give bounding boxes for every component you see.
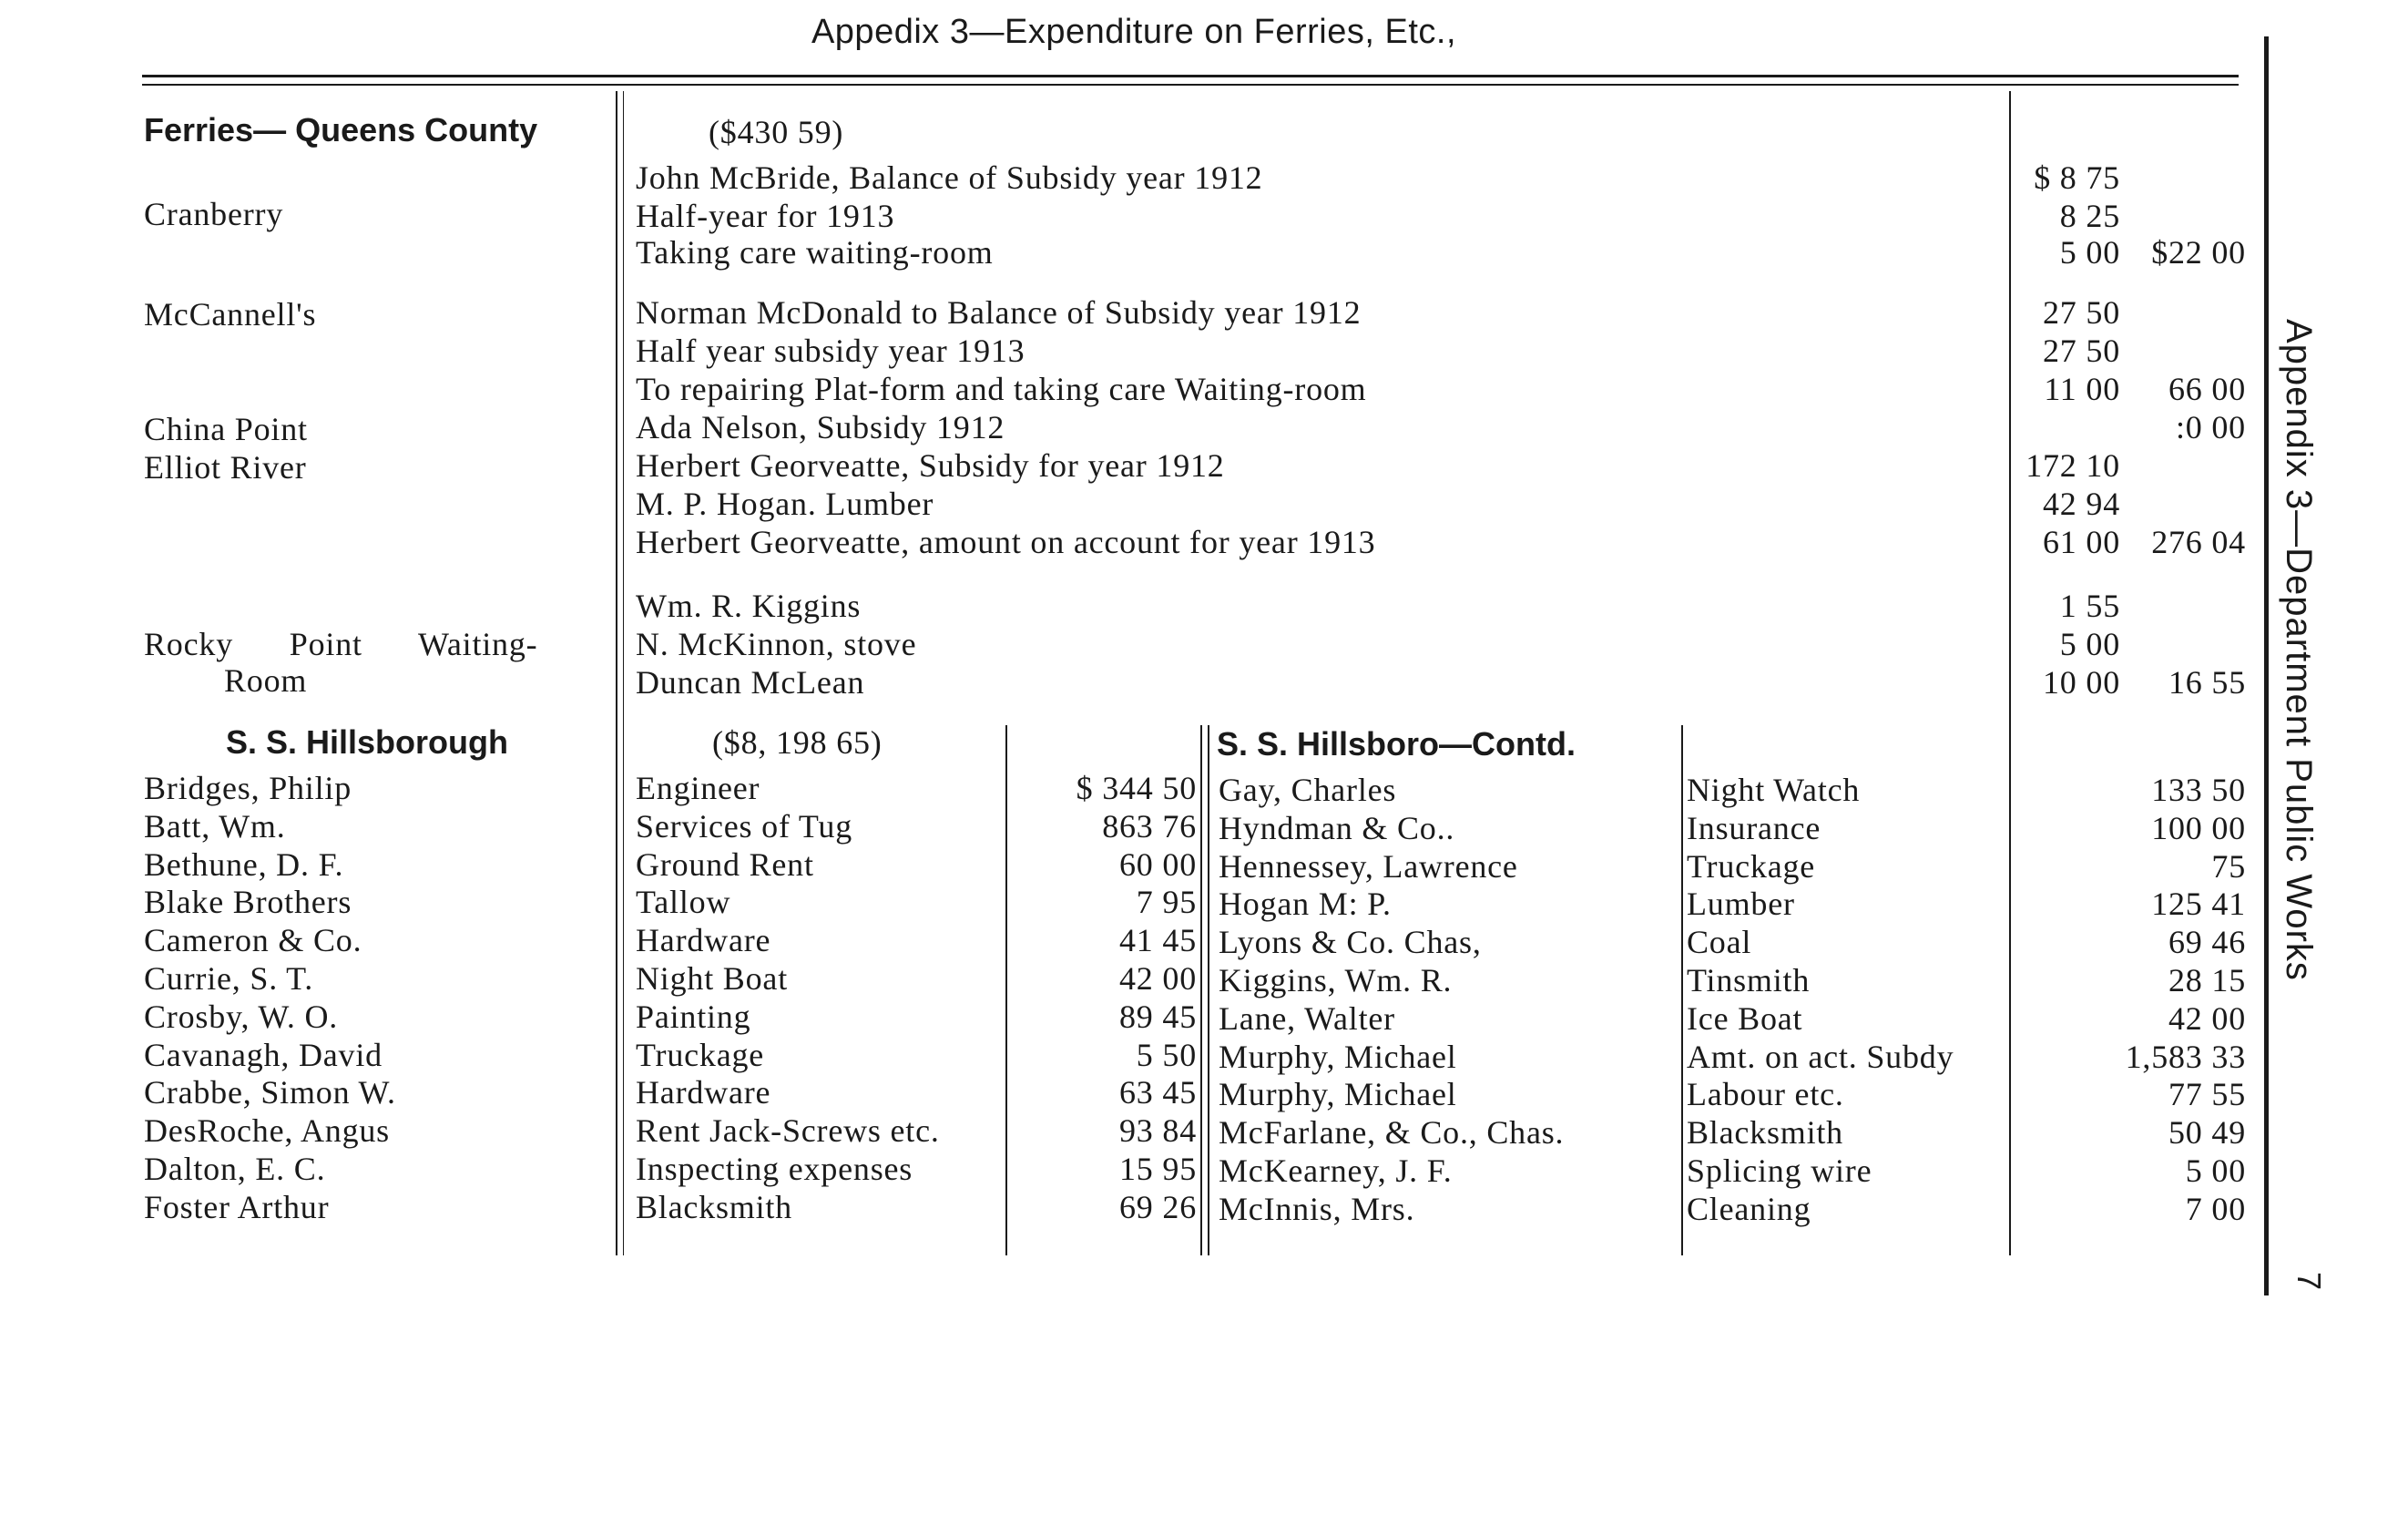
payee-name: Murphy, Michael (1219, 1076, 1457, 1113)
expense-item: Coal (1687, 924, 1752, 961)
expense-item: Rent Jack-Screws etc. (636, 1112, 940, 1150)
expense-amount: 125 41 (2151, 886, 2246, 923)
expense-item: Insurance (1687, 809, 1821, 846)
ferry-row-amount: $ 8 75 (2034, 159, 2120, 196)
ferry-row-description: Taking care waiting-room (636, 234, 994, 271)
section-heading: S. S. Hillsborough (226, 723, 509, 761)
expense-amount: 7 00 (2185, 1190, 2246, 1227)
header-rule-bottom (142, 84, 2239, 86)
section-heading: Ferries— Queens County (144, 111, 538, 148)
expense-item: Night Boat (636, 960, 788, 997)
expense-amount: $ 344 50 (1076, 770, 1197, 806)
bracket-total: ($430 59) (709, 114, 844, 150)
expense-amount: 42 00 (1119, 960, 1197, 997)
page-header-title: Appedix 3—Expenditure on Ferries, Etc., (811, 13, 1457, 51)
ferry-row-amount: 27 50 (2043, 333, 2120, 369)
payee-name: Currie, S. T. (144, 960, 314, 997)
side-running-title: Appendix 3—Department Public Works (2279, 319, 2319, 981)
payee-name: Dalton, E. C. (144, 1151, 326, 1187)
location-label: China Point (144, 411, 308, 447)
expense-item: Amt. on act. Subdy (1687, 1038, 1954, 1075)
expense-amount: 5 50 (1136, 1036, 1197, 1073)
payee-name: Batt, Wm. (144, 807, 286, 845)
payee-name: McInnis, Mrs. (1219, 1190, 1415, 1227)
payee-name: Bridges, Philip (144, 770, 352, 806)
expense-amount: 1,583 33 (2125, 1038, 2246, 1075)
expense-item: Truckage (1687, 847, 1816, 885)
bracket-total: ($8, 198 65) (712, 724, 883, 761)
ferry-row-description: Herbert Georveatte, amount on account for year 1913 (636, 524, 1376, 560)
payee-name: Foster Arthur (144, 1188, 330, 1225)
section-heading: S. S. Hillsboro—Contd. (1217, 725, 1576, 763)
ferry-row-total: :0 00 (2175, 409, 2246, 445)
ferry-row-amount: 172 10 (2025, 447, 2120, 484)
expense-item: Night Watch (1687, 772, 1861, 808)
page-number: 7 (2291, 1272, 2328, 1291)
expense-item: Tallow (636, 884, 731, 921)
expense-item: Ground Rent (636, 845, 814, 883)
ferry-row-amount: 10 00 (2043, 664, 2120, 701)
expense-item: Engineer (636, 770, 760, 806)
expense-amount: 77 55 (2168, 1076, 2246, 1113)
ferry-row-description: Half year subsidy year 1913 (636, 333, 1025, 369)
ferry-row-amount: 5 00 (2059, 234, 2120, 271)
payee-name: Hennessey, Lawrence (1219, 847, 1518, 885)
ferry-row-total: 276 04 (2151, 524, 2246, 560)
payee-name: Lyons & Co. Chas, (1219, 924, 1482, 961)
expense-item: Lumber (1687, 886, 1795, 923)
expense-amount: 100 00 (2151, 809, 2246, 846)
ferry-row-description: M. P. Hogan. Lumber (636, 486, 934, 522)
ferry-row-amount: 27 50 (2043, 294, 2120, 331)
expense-amount: 93 84 (1119, 1112, 1197, 1150)
expense-item: Labour etc. (1687, 1076, 1844, 1113)
ferry-row-amount: 8 25 (2059, 198, 2120, 234)
ferry-row-amount: 5 00 (2059, 626, 2120, 662)
expense-item: Truckage (636, 1036, 765, 1073)
expense-amount: 63 45 (1119, 1074, 1197, 1111)
payee-name: Gay, Charles (1219, 772, 1397, 808)
ferry-row-description: Half-year for 1913 (636, 198, 895, 234)
ferry-row-description: To repairing Plat-form and taking care Waiting-room (636, 371, 1367, 407)
payee-name: McKearney, J. F. (1219, 1152, 1453, 1189)
ferry-row-total: 16 55 (2168, 664, 2246, 701)
expense-amount: 41 45 (1119, 922, 1197, 959)
expense-amount: 28 15 (2168, 962, 2246, 998)
expense-amount: 89 45 (1119, 998, 1197, 1035)
expense-item: Blacksmith (1687, 1114, 1843, 1152)
payee-name: McFarlane, & Co., Chas. (1219, 1114, 1565, 1152)
payee-name: DesRoche, Angus (144, 1112, 390, 1150)
expense-item: Services of Tug (636, 807, 853, 845)
expense-amount: 42 00 (2168, 999, 2246, 1037)
payee-name: Cameron & Co. (144, 922, 362, 959)
ferry-row-amount: 1 55 (2059, 588, 2120, 624)
column-rule (1681, 725, 1683, 1255)
payee-name: Hyndman & Co.. (1219, 809, 1455, 846)
expense-item: Splicing wire (1687, 1152, 1872, 1189)
expense-amount: 69 46 (2168, 924, 2246, 961)
payee-name: Bethune, D. F. (144, 845, 344, 883)
expense-item: Hardware (636, 1074, 771, 1111)
payee-name: Cavanagh, David (144, 1036, 383, 1073)
expense-amount: 7 95 (1136, 884, 1197, 921)
expense-item: Cleaning (1687, 1190, 1811, 1227)
expense-item: Tinsmith (1687, 962, 1811, 998)
expense-amount: 75 (2211, 847, 2246, 885)
ferry-row-total: 66 00 (2168, 371, 2246, 407)
ferry-row-description: N. McKinnon, stove (636, 626, 917, 662)
location-label: Room (224, 662, 308, 699)
column-rule (1208, 725, 1209, 1255)
location-label: McCannell's (144, 296, 317, 333)
payee-name: Hogan M: P. (1219, 886, 1392, 923)
expense-item: Blacksmith (636, 1188, 792, 1225)
expense-amount: 5 00 (2185, 1152, 2246, 1189)
payee-name: Lane, Walter (1219, 999, 1395, 1037)
expense-amount: 133 50 (2151, 772, 2246, 808)
expense-item: Inspecting expenses (636, 1151, 913, 1187)
ferry-row-amount: 11 00 (2044, 371, 2120, 407)
ferry-row-amount: 61 00 (2043, 524, 2120, 560)
header-rule-top (142, 75, 2239, 77)
ferry-row-description: Wm. R. Kiggins (636, 588, 862, 624)
ferry-row-description: Ada Nelson, Subsidy 1912 (636, 409, 1005, 445)
expense-item: Painting (636, 998, 751, 1035)
payee-name: Crosby, W. O. (144, 998, 339, 1035)
expense-amount: 69 26 (1119, 1188, 1197, 1225)
payee-name: Crabbe, Simon W. (144, 1074, 396, 1111)
location-label: Elliot River (144, 449, 307, 486)
expense-amount: 15 95 (1119, 1151, 1197, 1187)
ferry-row-description: John McBride, Balance of Subsidy year 1912 (636, 159, 1263, 196)
location-label: Rocky Point Waiting- (144, 626, 538, 662)
ferry-row-description: Herbert Georveatte, Subsidy for year 1912 (636, 447, 1225, 484)
expense-amount: 863 76 (1102, 807, 1197, 845)
payee-name: Kiggins, Wm. R. (1219, 962, 1453, 998)
column-rule (623, 91, 624, 1255)
ferry-row-total: $22 00 (2151, 234, 2246, 271)
payee-name: Murphy, Michael (1219, 1038, 1457, 1075)
column-rule (616, 91, 617, 1255)
ferry-row-amount: 42 94 (2043, 486, 2120, 522)
expense-item: Ice Boat (1687, 999, 1803, 1037)
right-margin-rule (2264, 36, 2269, 1295)
payee-name: Blake Brothers (144, 884, 352, 921)
expense-item: Hardware (636, 922, 771, 959)
ferry-row-description: Duncan McLean (636, 664, 865, 701)
expense-amount: 50 49 (2168, 1114, 2246, 1152)
expense-amount: 60 00 (1119, 845, 1197, 883)
ferry-row-description: Norman McDonald to Balance of Subsidy year 1912 (636, 294, 1362, 331)
column-rule (1200, 725, 1202, 1255)
location-label: Cranberry (144, 196, 284, 232)
